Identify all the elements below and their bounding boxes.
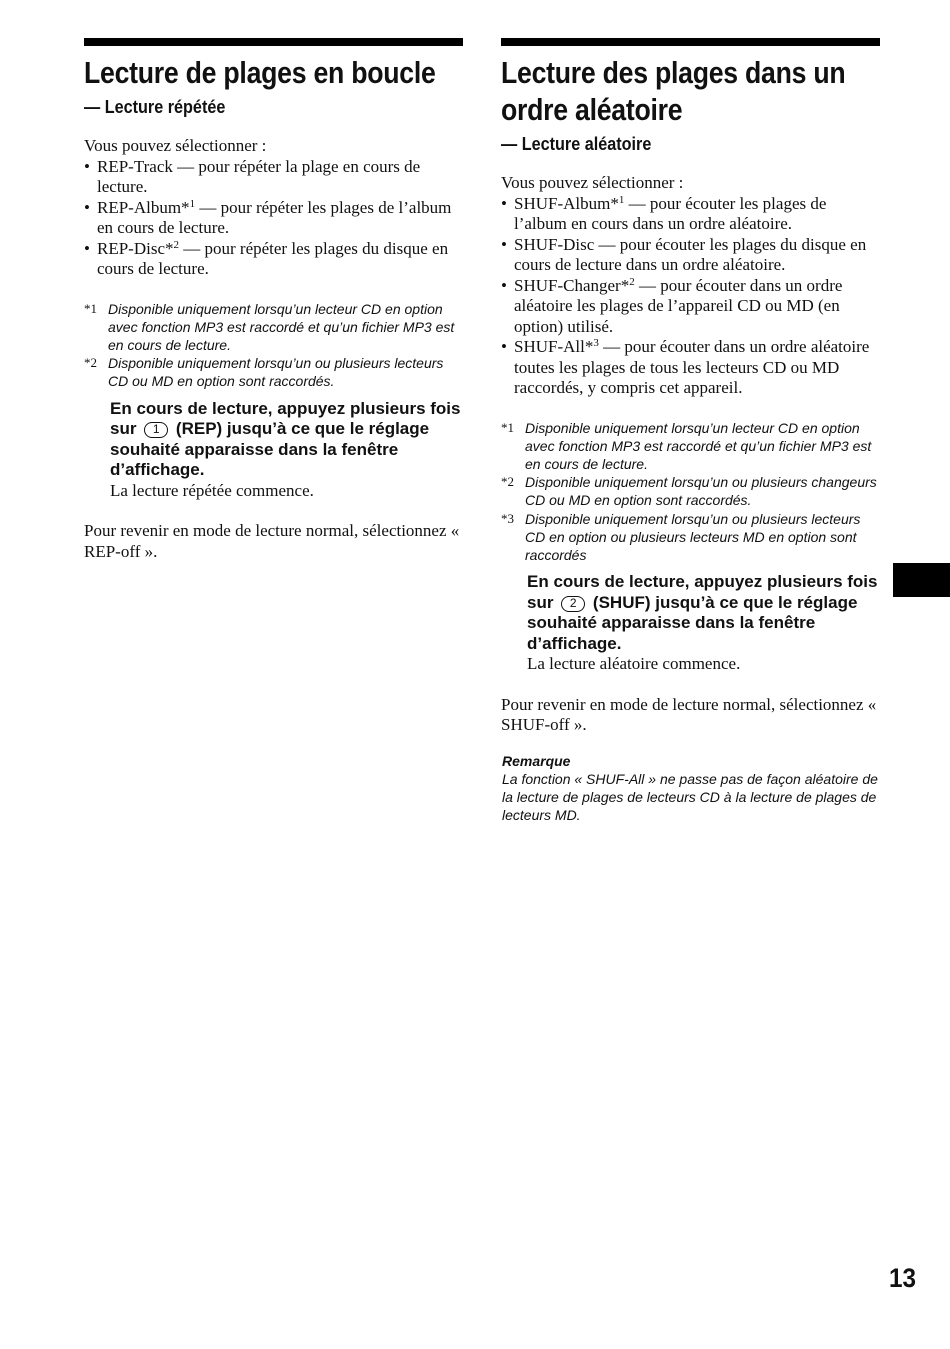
button-1-icon: 1 <box>144 422 168 438</box>
footnote: *1 Disponible uniquement lorsqu’un lecteur CD en option avec fonction MP3 est raccordé et qu’un fichier MP3 est en cours de lecture. <box>501 419 872 472</box>
step-result: La lecture aléatoire commence. <box>527 654 741 674</box>
list-item: • SHUF-Album*$^1$ — pour écouter les plages de l’album en cours dans un ordre aléatoire. <box>501 194 880 235</box>
footnote-ref: 1 <box>618 193 625 206</box>
list-item: • REP-Track — pour répéter la plage en cours de lecture. <box>84 157 463 198</box>
section-rule <box>501 38 880 46</box>
footnote: *2 Disponible uniquement lorsqu’un ou plusieurs changeurs CD ou MD en option sont raccordés. <box>501 474 877 509</box>
remark-text: La fonction « SHUF-All » ne passe pas de façon aléatoire de la lecture de plages de lecteurs CD à la lecture de plages de lecteurs MD. <box>502 770 878 824</box>
section-title-shuffle: Lecture des plages dans un ordre aléatoire <box>501 55 846 127</box>
footnote-ref: 2 <box>629 275 635 288</box>
section-thumb-tab <box>893 563 950 597</box>
option-list <box>84 157 463 280</box>
closing-text: Pour revenir en mode de lecture normal, sélectionnez « SHUF-off ». <box>501 694 877 735</box>
list-item: • REP-Disc*$^2$ — pour répéter les plages du disque en cours de lecture. <box>84 239 463 280</box>
footnote-ref: 1 <box>189 197 196 210</box>
footnote-ref: 3 <box>593 337 599 349</box>
step-result: La lecture répétée commence. <box>110 480 314 500</box>
option-list <box>501 194 880 399</box>
list-item: • SHUF-Changer*$^2$ — pour écouter dans un ordre aléatoire les plages de l’appareil CD ou MD (en option) utilisé. <box>501 276 880 338</box>
intro-text: Vous pouvez sélectionner : <box>501 173 684 192</box>
section-subtitle-shuffle: — Lecture aléatoire <box>501 134 652 154</box>
footnote: *1 Disponible uniquement lorsqu’un lecteur CD en option avec fonction MP3 est raccordé et qu’un fichier MP3 est en cours de lecture. <box>84 300 455 353</box>
intro-text: Vous pouvez sélectionner : <box>84 136 267 155</box>
footnote: *3 Disponible uniquement lorsqu’un ou plusieurs lecteurs CD en option ou plusieurs lecteurs MD en option sont raccordés <box>501 510 861 563</box>
footnote: *2 Disponible uniquement lorsqu’un ou plusieurs lecteurs CD ou MD en option sont raccordés. <box>84 355 444 390</box>
instruction-step: En cours de lecture, appuyez plusieurs fois sur 1 (REP) jusqu’à ce que le réglage souhaité apparaisse dans la fenêtre d’affichage. <box>110 398 461 480</box>
left-column <box>84 38 463 562</box>
list-item: • REP-Album*$^1$ — pour répéter les plages de l’album en cours de lecture. <box>84 198 463 239</box>
closing-text: Pour revenir en mode de lecture normal, sélectionnez « REP-off ». <box>84 521 460 561</box>
footnote-ref: 2 <box>173 238 179 251</box>
footnotes <box>501 419 880 565</box>
section-rule <box>84 38 463 46</box>
section-subtitle-repeat: — Lecture répétée <box>84 97 226 117</box>
button-2-icon: 2 <box>561 596 585 612</box>
right-column <box>501 38 880 824</box>
page-number: 13 <box>888 1263 916 1293</box>
instruction-step: En cours de lecture, appuyez plusieurs fois sur 2 (SHUF) jusqu’à ce que le réglage souhaité apparaisse dans la fenêtre d’affichage. <box>527 572 878 653</box>
remark-heading: Remarque <box>502 752 571 769</box>
footnotes <box>84 300 463 391</box>
list-item: • SHUF-Disc — pour écouter les plages du disque en cours de lecture dans un ordre aléatoire. <box>501 235 880 276</box>
section-title-repeat: Lecture de plages en boucle <box>84 55 436 90</box>
list-item: • SHUF-All*$^3$ — pour écouter dans un ordre aléatoire toutes les plages de tous les lecteurs CD ou MD raccordés, y compris cet appareil. <box>501 337 880 399</box>
